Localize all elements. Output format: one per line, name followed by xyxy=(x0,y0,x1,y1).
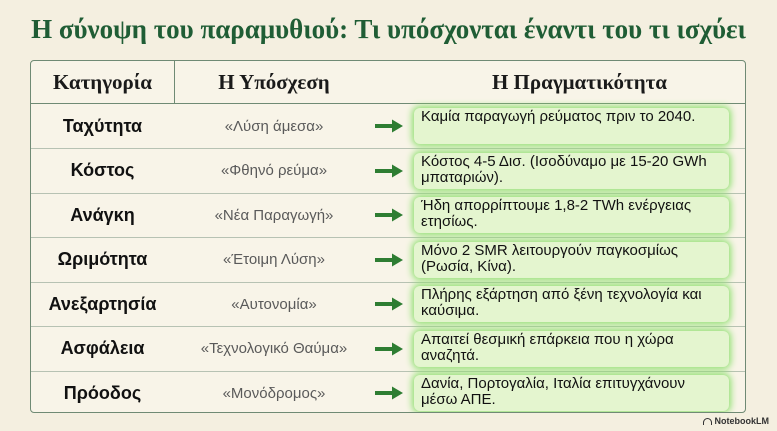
table-row xyxy=(31,193,745,238)
header-category: Κατηγορία xyxy=(52,70,153,94)
notebooklm-logo-icon xyxy=(703,418,712,425)
cell-category: Ασφάλεια xyxy=(60,338,145,358)
cell-promise: «Αυτονομία» xyxy=(231,295,317,313)
cell-promise: «Έτοιμη Λύση» xyxy=(223,251,325,268)
page-title: Η σύνοψη του παραμυθιού: Τι υπόσχονται έναντι του τι ισχύει xyxy=(31,14,746,44)
table-header-row xyxy=(31,61,745,104)
cell-reality: Δανία, Πορτογαλία, Ιταλία επιτυγχάνουν μέσω ΑΠΕ. xyxy=(414,375,729,411)
table-row xyxy=(31,327,745,372)
right-arrow-icon xyxy=(374,341,404,357)
cell-category: Ωριμότητα xyxy=(57,249,148,269)
cell-reality: Πλήρης εξάρτηση από ξένη τεχνολογία και καύσιμα. xyxy=(414,286,729,322)
table-row xyxy=(31,282,745,327)
right-arrow-icon xyxy=(374,118,404,134)
table-row xyxy=(31,238,745,283)
table-row xyxy=(31,371,745,413)
header-promise: Η Υπόσχεση xyxy=(218,70,330,94)
right-arrow-icon xyxy=(374,207,404,223)
right-arrow-icon xyxy=(374,296,404,312)
cell-reality: Μόνο 2 SMR λειτουργούν παγκοσμίως (Ρωσία, Κίνα). xyxy=(414,242,729,278)
cell-reality: Ήδη απορρίπτουμε 1,8-2 TWh ενέργειας ετησίως. xyxy=(414,197,729,233)
comparison-table xyxy=(30,60,746,413)
table-row xyxy=(31,149,745,194)
cell-category: Ταχύτητα xyxy=(62,115,143,136)
header-reality: Η Πραγματικότητα xyxy=(491,70,668,94)
brand-label: NotebookLM xyxy=(714,416,769,426)
cell-promise: «Φθηνό ρεύμα» xyxy=(220,162,328,179)
right-arrow-icon xyxy=(374,163,404,179)
cell-promise: «Τεχνολογικό Θαύμα» xyxy=(200,340,348,357)
brand-watermark xyxy=(703,416,770,426)
right-arrow-icon xyxy=(374,252,404,268)
cell-category: Κόστος xyxy=(70,160,135,180)
cell-promise: «Νέα Παραγωγή» xyxy=(214,206,334,224)
cell-category: Πρόοδος xyxy=(63,382,142,403)
cell-promise: «Λύση άμεσα» xyxy=(224,117,324,135)
table-row xyxy=(31,104,745,149)
cell-category: Ανάγκη xyxy=(70,204,135,225)
cell-reality: Καμία παραγωγή ρεύματος πριν το 2040. xyxy=(414,108,729,144)
cell-reality: Απαιτεί θεσμική επάρκεια που η χώρα αναζητά. xyxy=(414,331,729,367)
cell-reality: Κόστος 4-5 Δισ. (Ισοδύναμο με 15-20 GWh μπαταριών). xyxy=(414,153,729,189)
cell-promise: «Μονόδρομος» xyxy=(222,384,326,402)
cell-category: Ανεξαρτησία xyxy=(48,293,157,314)
right-arrow-icon xyxy=(374,385,404,401)
